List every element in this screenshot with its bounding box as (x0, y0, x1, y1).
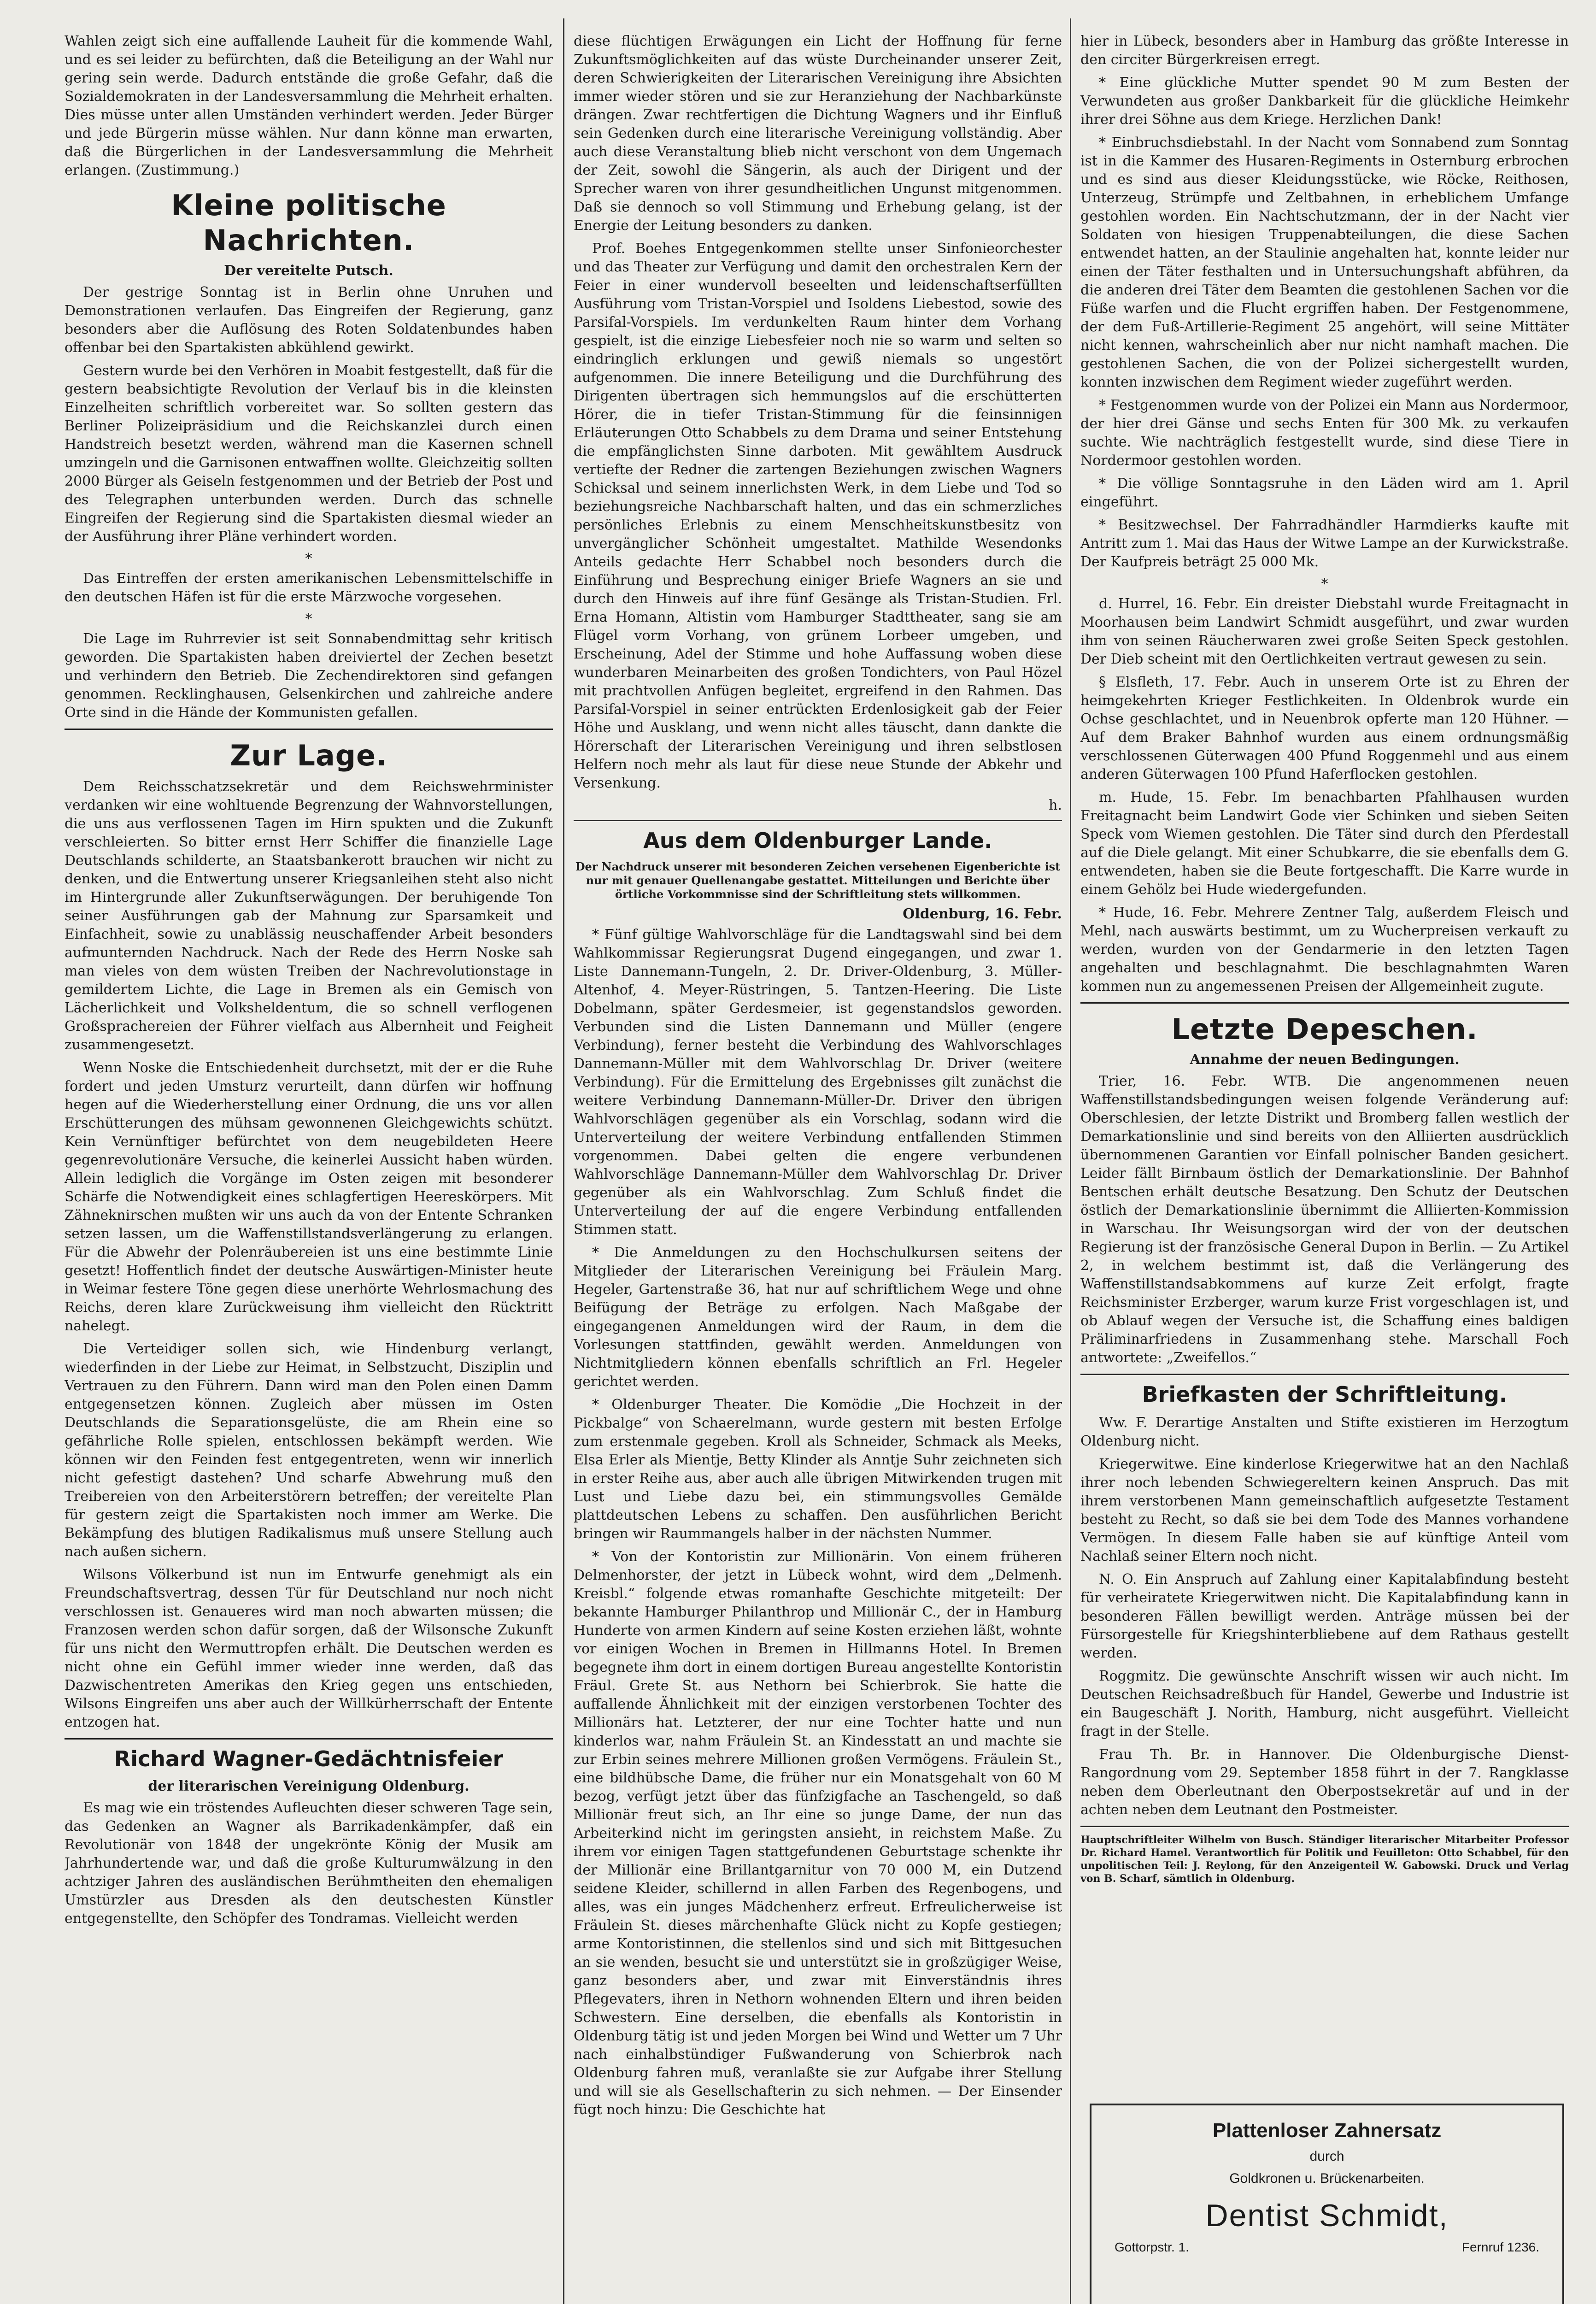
author-signature: h. (1049, 797, 1062, 813)
article-text: Wahlen zeigt sich eine auffallende Lauheit für die kommende Wahl, und es sei leider zu befürchten, daß die Beteiligung an der Wahl nur gering sein werde. Dadurch entstände die große Gefahr, daß die Sozialdemokraten in der Landesversammlung die Mehrheit erhalten. Dies müsse unter allen Umständen verhindert werden. Jeder Bürger und jede Bürgerin müsse wählen. Nur dann könne man erwarten, daß die Bürgerlichen in der Landesversammlung die Mehrheit erlangen. (Zustimmung.) (65, 33, 553, 178)
article-text: * Eine glückliche Mutter spendet 90 M zum Besten der Verwundeten aus großer Dankbarkeit für die glückliche Heimkehr ihrer drei Söhne aus dem Kriege. Herzlichen Dank! (1080, 75, 1569, 128)
section-heading: Kleine politische Nachrichten. (171, 188, 446, 257)
article-text: Prof. Boehes Entgegenkommen stellte unser Sinfonieorchester und das Theater zur Verfügung und damit den orchestralen Kern der Feier in einer wundervoll beseelten und leidenschaftserfüllten Ausführung vom Tristan-Vorspiel und Isoldens Liebestod, sowie des Parsifal-Vorspiels. Im verdunkelten Raum hinter dem Vorhang gespielt, ist die einzige Liebesfeier noch nie so warm und selten so eindringlich erklungen und gewiß niemals so ungestört aufgenommen. Die innere Beteiligung und die Durchführung des Dirigenten übertragen sich hemmungslos auf die erschütterten Hörer, die in tiefer Tristan-Stimmung für die feinsinnigen Erläuterungen Otto Schabbels zu dem Drama und seiner Entstehung die empfänglichsten Sinne darboten. Mit gewähltem Ausdruck vertiefte der Redner die zartengen Beziehungen zwischen Wagners Schicksal und seinem innerlichsten Werk, in dem Liebe und Tod so beziehungsreiche Nachbarschaft halten, und das ein schmerzliches persönliches Erlebnis zu einem Menschheitskunstbesitz von unvergänglicher Schönheit umgestaltet. Mathilde Wesendonks Anteils gedachte Herr Schabbel noch besonders durch die Einführung und Besprechung einiger Briefe Wagners an sie und durch den Hinweis auf ihre fünf Gesänge als Tristan-Studien. Frl. Erna Homann, Altistin vom Hamburger Stadttheater, sang sie am Flügel vorm Vorhang, von grünem Lorbeer umgeben, und Erscheinung, Adel der Stimme und hohe Auffassung woben diese wunderbaren Meinarbeiten des großen Tondichters, von Paul Hözel mit prachtvollen Anfügen begleitet, ergreifend in den Rahmen. Das Parsifal-Vorspiel in seiner entrückten Erdenlosigkeit gab der Feier Höhe und Ausklang, und wenn nicht alles täuscht, dann dankte die Hörerschaft der Literarischen Vereinigung und ihren selbstlosen Helfern noch mehr als laut für diese neue Stunde der Abkehr und Versenkung. (574, 241, 1062, 791)
article-subheading: Annahme der neuen Bedingungen. (1190, 1052, 1460, 1068)
article-text: hier in Lübeck, besonders aber in Hamburg das größte Interesse in den circiter Bürgerkreisen erregt. (1080, 33, 1569, 68)
divider (1080, 1374, 1569, 1375)
column-rule (1070, 18, 1071, 2304)
article-text: Es mag wie ein tröstendes Aufleuchten dieser schweren Tage sein, das Gedenken an Wagner als Barrikadenkämpfer, daß ein Revolutionär von 1848 der ungekrönte König der Musik am Jahrhundertende war, und daß die große Kulturumwälzung in den achtziger Jahren des ausländischen Berühmtheiten den ehemaligen Umstürzler aus Dresden als den deutschesten Künstler entgegenstellte, den Schöpfer des Tondramas. Vielleicht werden (65, 1800, 553, 1927)
ad-footer (1091, 2233, 1562, 2255)
divider (65, 729, 553, 730)
ad-address: Gottorpstr. 1. (1115, 2240, 1189, 2254)
article-text: * Einbruchsdiebstahl. In der Nacht vom Sonnabend zum Sonntag ist in die Kammer des Husaren-Regiments in Osternburg erbrochen und es sind aus dieser Kleidungsstücke, wie Röcke, Reithosen, Unterzeug, Strümpfe und Zeltbahnen, in erheblichem Umfange gestohlen worden. Ein Nachtschutzmann, der in der Nacht vier Soldaten von hiesigen Truppenabteilungen, die diese Sachen entwendet hatten, an der Staulinie angehalten hat, konnte leider nur einen der Täter festhalten und in Untersuchungshaft abführen, da die anderen drei Täter dem Beamten die gestohlenen Sachen vor die Füße warfen und die Flucht ergriffen haben. Der Festgenommene, der dem Fuß-Artillerie-Regiment 25 angehört, will seine Mittäter nicht kennen, wahrscheinlich aber nur nicht namhaft machen. Die gestohlenen Sachen, die von der Polizei sichergestellt wurden, konnten inzwischen dem Regiment wieder zugeführt werden. (1080, 135, 1569, 390)
section-heading: Aus dem Oldenburger Lande. (643, 828, 992, 853)
article-text: Kriegerwitwe. Eine kinderlose Kriegerwitwe hat an den Nachlaß ihrer noch lebenden Schwiegereltern keinen Anspruch. Das mit ihrem verstorbenen Mann gemeinschaftlich aufgesetzte Testament besteht zu Recht, so daß sie bei dem Tode des Mannes vorhandene Vermögen. In diesem Falle haben sie auf künftige Anteil vom Nachlaß seiner Eltern noch nicht. (1080, 1456, 1569, 1564)
article-text: Frau Th. Br. in Hannover. Die Oldenburgische Dienst-Rangordnung vom 29. September 1858 führt in der 7. Rangklasse neben dem Oberleutnant den Oberpostsekretär auf und in der achten neben dem Leutnant den Postmeister. (1080, 1746, 1569, 1818)
section-heading: Briefkasten der Schriftleitung. (1142, 1382, 1508, 1407)
column-3 (1080, 32, 1569, 2304)
ad-business-name: Dentist Schmidt, (1205, 2198, 1449, 2233)
article-text: Gestern wurde bei den Verhören in Moabit festgestellt, daß für die gestern beabsichtigte Revolution der Verlauf bis in die kleinsten Einzelheiten schriftlich vorbereitet war. So sollten gestern das Berliner Polizeipräsidium und die Reichskanzlei durch einen Handstreich besetzt werden, während man die Kasernen schnell umzingeln und die Garnisonen entwaffnen wollte. Gleichzeitig sollten 2000 Bürger als Geiseln festgenommen und der Betrieb der Post und des Telegraphen unterbunden werden. Durch das schnelle Eingreifen der Regierung sind die Spartakisten diesmal wieder an der Ausführung ihrer Pläne verhindert worden. (65, 363, 553, 545)
separator-asterisk: * (305, 611, 312, 627)
section-heading: Letzte Depeschen. (1171, 1012, 1478, 1046)
article-text: Wilsons Völkerbund ist nun im Entwurfe genehmigt als ein Freundschaftsvertrag, dessen Tür für Deutschland nur noch nicht verschlossen ist. Genaueres wird man noch abwarten müssen; die Franzosen werden schon dafür sorgen, daß der Wilsonsche Zukunft für uns nicht den Wermuttropfen erhält. Die Deutschen werden es nicht ohne ein Gefühl immer wieder inne werden, daß das Dazwischentreten Amerikas den Krieg gegen uns entschieden, Wilsons Eingreifen uns aber auch der Willkürherrschaft der Entente entzogen hat. (65, 1567, 553, 1730)
section-heading: Zur Lage. (230, 739, 387, 772)
article-text: * Oldenburger Theater. Die Komödie „Die Hochzeit in der Pickbalge“ von Schaerelmann, wurde gestern mit besten Erfolge zum erstenmale gegeben. Kroll als Schneider, Schmack als Meeks, Elsa Erler als Mientje, Betty Klinder als Anntje Suhr zeichneten sich in erster Reihe aus, aber auch alle übrigen Mitwirkenden trugen mit Lust und Liebe dazu bei, ein stimmungsvolles Gemälde plattdeutschen Lebens zu schaffen. Den ausführlichen Bericht bringen wir Raummangels halber in der nächsten Nummer. (574, 1397, 1062, 1542)
separator-asterisk: * (1321, 576, 1328, 592)
article-text: * Festgenommen wurde von der Polizei ein Mann aus Nordermoor, der hier drei Gänse und sechs Enten für 300 Mk. zu verkaufen suchte. Wie nachträglich festgestellt wurde, sind diese Tiere in Nordermoor gestohlen worden. (1080, 397, 1569, 469)
column-2 (574, 32, 1062, 2304)
article-text: Die Lage im Ruhrrevier ist seit Sonnabendmittag sehr kritisch geworden. Die Spartakisten haben dreiviertel der Zechen besetzt und verhindern den Betrieb. Die Zechendirektoren sind gefangen genommen. Recklinghausen, Gelsenkirchen und zahlreiche andere Orte sind in die Hände der Kommunisten gefallen. (65, 631, 553, 721)
article-text: Die Verteidiger sollen sich, wie Hindenburg verlangt, wiederfinden in der Liebe zur Heimat, in Selbstzucht, Disziplin und Vertrauen zu den Führern. Dann wird man den Polen einen Damm entgegensetzen können. Zugleich aber müssen im Osten Deutschlands die Separationsgelüste, die am Rhein eine so gefährliche Rolle spielen, entschlossen bekämpft werden. Wie können wir den Feinden fest entgegentreten, wenn wir innerlich nicht gefestigt dastehen? Und scharfe Abwehrung muß den Treibereien von den Arbeiterstörern betreffen; der vereitelte Plan für gestern zeigt die Spartakisten noch immer am Werke. Die Bekämpfung des blutigen Radikalismus muß unsere Stellung auch nach außen sichern. (65, 1341, 553, 1560)
article-text: * Von der Kontoristin zur Millionärin. Von einem früheren Delmenhorster, der jetzt in Lübeck wohnt, wird dem „Delmenh. Kreisbl.“ folgende etwas romanhafte Geschichte mitgeteilt: Der bekannte Hamburger Philanthrop und Millionär C., der in Hamburg Hunderte von armen Kindern auf seine Kosten erziehen läßt, wohnte vor einigen Wochen in Bremen in Hillmanns Hotel. In Bremen begegnete ihm dort in einem dortigen Bureau angestellte Kontoristin Fräul. Grete St. aus Nethorn bei Schierbrok. Sie hatte die auffallende Ähnlichkeit mit der einzigen verstorbenen Tochter des Millionärs hat. Letzterer, der nur eine Tochter hatte und nun kinderlos war, nahm Fräulein St. an Kindesstatt an und machte sie zur Erbin seines mehrere Millionen großen Vermögens. Fräulein St., eine bildhübsche Dame, die früher nur ein Monatsgehalt von 60 M bezog, verfügt jetzt über das fünfzigfache an Taschengeld, so daß Millionär freut sich, an Ihr eine so junge Dame, der nun das Arbeiterkind nicht im geringsten ansieht, in reichstem Maße. Zu ihrem vor einigen Tagen stattgefundenen Geburtstage schenkte ihr der Millionär eine Brillantgarnitur von 70 000 M, ein Dutzend seidene Kleider, schillernd in allen Farben des Regenbogens, und alles, was ein junges Mädchenherz erfreut. Erfreulicherweise ist Fräulein St. dieses märchenhafte Glück nicht zu Kopfe gestiegen; arme Kontoristinnen, die stellenlos sind und sich mit Bittgesuchen an sie wenden, besucht sie und unterstützt sie in großzügiger Weise, ganz besonders aber, und zwar mit Einverständnis ihres Pflegevaters, ihren in Nethorn wohnenden Eltern und ihren beiden Schwestern. Eine derselben, die ebenfalls als Kontoristin in Oldenburg tätig ist und jeden Morgen bei Wind und Wetter um 7 Uhr nach einhalbstündiger Fußwanderung von Schierbrok nach Oldenburg fahren muß, veranlaßte sie zur Aufgabe ihrer Stellung und will sie als Gesellschafterin zu sich nehmen. — Der Einsender fügt noch hinzu: Die Geschichte hat (574, 1549, 1062, 2118)
article-subheading: der literarischen Vereinigung Oldenburg. (148, 1778, 469, 1794)
article-text: § Elsfleth, 17. Febr. Auch in unserem Orte ist zu Ehren der heimgekehrten Krieger Festlichkeiten. In Oldenbrok wurde ein Ochse geschlachtet, und in Neuenbrok opferte man 120 Hühner. — Auf dem Braker Bahnhof wurden aus einem ordnungsmäßig verschlossenen Güterwagen 400 Pfund Roggenmehl und aus einem anderen Güterwagen 100 Pfund Haferflocken gestohlen. (1080, 674, 1569, 782)
advertisement-box (1090, 2104, 1564, 2304)
imprint: Hauptschriftleiter Wilhelm von Busch. Ständiger literarischer Mitarbeiter Professor Dr. Richard Hamel. Verantwortlich für Politik und Feuilleton: Otto Schabbel, für den unpolitischen Teil: J. Reylong, für den Anzeigenteil W. Gabowski. Druck und Verlag von B. Scharf, sämtlich in Oldenburg. (1080, 1834, 1569, 1885)
article-text: Roggmitz. Die gewünschte Anschrift wissen wir auch nicht. Im Deutschen Reichsadreßbuch für Handel, Gewerbe und Industrie ist ein Baugeschäft J. Norith, Hamburg, nicht ausgeführt. Vielleicht fragt in der Stelle. (1080, 1668, 1569, 1740)
divider (1080, 1002, 1569, 1004)
ad-phone: Fernruf 1236. (1461, 2240, 1539, 2254)
section-heading: Richard Wagner-Gedächtnisfeier (114, 1746, 504, 1771)
article-text: d. Hurrel, 16. Febr. Ein dreister Diebstahl wurde Freitagnacht in Moorhausen beim Landwirt Schmidt ausgeführt, und zwar wurden ihm von seinen Räucherwaren zwei große Seiten Speck gestohlen. Der Dieb scheint mit den Oertlichkeiten vertraut gewesen zu sein. (1080, 596, 1569, 667)
article-text: * Die Anmeldungen zu den Hochschulkursen seitens der Mitglieder der Literarischen Vereinigung bei Fräulein Marg. Hegeler, Gartenstraße 36, hat nur auf schriftlichem Wege und ohne Beifügung der Beträge zu erfolgen. Nach Maßgabe der eingegangenen Anmeldungen wird der Raum, in dem die Vorlesungen stattfinden, gewählt werden. Anmeldungen von Nichtmitgliedern können ebenfalls schriftlich an Frl. Hegeler gerichtet werden. (574, 1245, 1062, 1390)
ad-title: Plattenloser Zahnersatz (1212, 2119, 1442, 2142)
article-text: N. O. Ein Anspruch auf Zahlung einer Kapitalabfindung besteht für verheiratete Kriegerwitwen nicht. Die Kapitalabfindung kann in besonderen Fällen bewilligt werden. Anträge müssen bei der Fürsorgestelle für Kriegshinterbliebene auf dem Rathaus gestellt werden. (1080, 1571, 1569, 1661)
article-text: Ww. F. Derartige Anstalten und Stifte existieren im Herzogtum Oldenburg nicht. (1080, 1415, 1569, 1449)
article-text: * Fünf gültige Wahlvorschläge für die Landtagswahl sind bei dem Wahlkommissar Regierungsrat Dugend eingegangen, und zwar 1. Liste Dannemann-Tungeln, 2. Dr. Driver-Oldenburg, 3. Müller-Altenhof, 4. Meyer-Rüstringen, 5. Tantzen-Heering. Die Liste Dobelmann, später Gerdesmeier, ist gegenstandslos geworden. Verbunden sind die Listen Dannemann und Müller (engere Verbindung), ferner besteht die Verbindung des Wahlvorschlages Dannemann-Müller mit dem Wahlvorschlag Dr. Driver (weitere Verbindung). Für die Ermittelung des Ergebnisses gilt zunächst die weitere Verbindung Dannemann-Müller-Dr. Driver den übrigen Wahlvorschlägen gegenüber als ein Vorschlag, sodann wird die Unterverteilung der weitere Verbindung entfallenden Stimmen vorgenommen. Dabei gelten die engere verbundenen Wahlvorschläge Dannemann-Müller dem Wahlvorschlag Dr. Driver gegenüber als ein Wahlvorschlag. Zum Schluß findet die Unterverteilung der auf die engere Verbindung entfallenden Stimmen statt. (574, 927, 1062, 1238)
reprint-notice: Der Nachdruck unserer mit besonderen Zeichen versehenen Eigenberichte ist nur mit genauer Quellenangabe gestattet. Mitteilungen und Berichte über örtliche Vorkommnisse sind der Schriftleitung stets willkommen. (575, 860, 1061, 901)
article-text: * Hude, 16. Febr. Mehrere Zentner Talg, außerdem Fleisch und Mehl, nach auswärts bestimmt, um zu Wucherpreisen verkauft zu werden, wurden von der Gendarmerie in den letzten Tagen angehalten und beschlagnahmt. Die beschlagnahmten Waren kommen nun zu angemessenen Preisen der Allgemeinheit zugute. (1080, 905, 1569, 994)
column-1 (65, 32, 553, 2304)
article-text: * Die völlige Sonntagsruhe in den Läden wird am 1. April eingeführt. (1080, 476, 1569, 510)
dateline: Oldenburg, 16. Febr. (903, 906, 1062, 922)
separator-asterisk: * (305, 551, 312, 567)
article-text: Das Eintreffen der ersten amerikanischen Lebensmittelschiffe in den deutschen Häfen ist für die erste Märzwoche vorgesehen. (65, 570, 553, 605)
article-text: Der gestrige Sonntag ist in Berlin ohne Unruhen und Demonstrationen verlaufen. Das Eingreifen der Regierung, ganz besonders aber die Auflösung des Roten Soldatenbundes haben offenbar bei den Spartakisten abkühlend gewirkt. (65, 284, 553, 356)
article-text: diese flüchtigen Erwägungen ein Licht der Hoffnung für ferne Zukunftsmöglichkeiten auf das wüste Durcheinander unserer Zeit, deren Schwierigkeiten der Literarischen Vereinigung ihre Absichten immer wieder stören und sie zur Heranziehung der Nachbarkünste drängen. Zwar rechtfertigen die Dichtung Wagners und ihr Einfluß sein Gedenken durch eine literarische Vereinigung vollständig. Aber auch diese Veranstaltung blieb nicht verschont von dem Ungemach der Zeit, sowohl die Sängerin, als auch der Dirigent und der Sprecher waren von ihrer gesundheitlichen Ungunst mitgenommen. Daß sie dennoch so voll Stimmung und Erhebung gelang, ist der Energie der Leitung besonders zu danken. (574, 33, 1062, 234)
divider (1080, 1826, 1569, 1827)
article-text: Trier, 16. Febr. WTB. Die angenommenen neuen Waffenstillstandsbedingungen weisen folgende Veränderung auf: Oberschlesien, der letzte Distrikt und Bromberg fallen westlich der Demarkationslinie und sind bereits von den Alliierten ausdrücklich übernommenen Garantien vor Einfall polnischer Banden gesichert. Leider fällt Birnbaum östlich der Demarkationslinie. Der Bahnhof Bentschen erhält deutsche Besatzung. Den Schutz der Deutschen östlich der Demarkationslinie übernimmt die Alliierten-Kommission in Warschau. Ihr Weisungsorgan wird der von der deutschen Regierung ist der französische General Dupon in Berlin. — Zu Artikel 2, in welchem bestimmt ist, daß die Verlängerung des Waffenstillstandsabkommens auf kurze Zeit erfolgt, fragte Reichsminister Erzberger, warum kurze Frist vorgeschlagen ist, und ob Ablauf wegen der Versuche ist, die Schaffung eines baldigen Präliminarfriedens in Zusammenhang stehe. Marschall Foch antwortete: „Zweifellos.“ (1080, 1073, 1569, 1366)
ad-text: durch (1309, 2149, 1344, 2164)
ad-text: Goldkronen u. Brückenarbeiten. (1229, 2171, 1425, 2186)
divider (65, 1738, 553, 1740)
divider (574, 820, 1062, 821)
article-text: Wenn Noske die Entschiedenheit durchsetzt, mit der er die Ruhe fordert und jeden Umsturz verurteilt, dann dürfen wir hoffnung hegen auf die Wiederherstellung einer Ordnung, die uns vor allen Erschütterungen des mühsam gewonnenen Gleichgewichts schützt. Kein Vernünftiger befürchtet von dem neugebildeten Heere gegenrevolutionäre Versuche, die keinerlei Aussicht haben würden. Allein lediglich die Vorgänge im Osten zeigen mit besonderer Schärfe die Notwendigkeit eines schlagfertigen Heereskörpers. Mit Zähneknirschen mußten wir uns auch da von der Entente Schranken setzen lassen, um die Waffenstillstandsverlängerung zu erlangen. Für die Abwehr der Polenräubereien ist uns eine bestimmte Linie gesetzt! Hoffentlich findet der deutsche Auswärtigen-Minister heute in Weimar festere Töne gegen diese unerhörte Wehrlosmachung des Reichs, deren klare Zurückweisung ihm vielleicht den Rücktritt nahelegt. (65, 1060, 553, 1334)
article-text: m. Hude, 15. Febr. Im benachbarten Pfahlhausen wurden Freitagnacht beim Landwirt Gode vier Schinken und sieben Seiten Speck vom Wiemen gestohlen. Die Täter sind durch den Pferdestall auf die Diele gelangt. Mit einer Schubkarre, die sie ebenfalls dem G. entwendeten, haben sie die Beute fortgeschafft. Die Karre wurde in einem Gehölz bei Hude wiedergefunden. (1080, 789, 1569, 898)
article-text: Dem Reichsschatzsekretär und dem Reichswehrminister verdanken wir eine wohltuende Begrenzung der Wahnvorstellungen, die uns aus verflossenen Tagen im Hirn spukten und die Zukunft verschleierten. So bitter ernst Herr Schiffer die finanzielle Lage Deutschlands schilderte, an Staatsbankerott brauchen wir nicht zu denken, und die Entwertung unserer Kriegsanleihen steht also nicht im Hintergrunde aller Zukunftserwägungen. Der beruhigende Ton seiner Ausführungen gab der Mahnung zur Sparsamkeit und Einfachheit, sowie zu unablässig neuschaffender Arbeit besonders aufmunternden Nachdruck. Nach der Rede des Herrn Noske sah man vieles von dem wüsten Treiben der Nachrevolutionstage in gemildertem Lichte, die Lage in Bremen als ein Gemisch von Lächerlichkeit und Volksheldentum, die so schnell verflogenen Großsprachereien der Führer vielfach aus Albernheit und Feigheit zusammengesetzt. (65, 779, 553, 1053)
column-rule (563, 18, 564, 2304)
article-text: * Besitzwechsel. Der Fahrradhändler Harmdierks kaufte mit Antritt zum 1. Mai das Haus der Witwe Lampe an der Kurwickstraße. Der Kaufpreis beträgt 25 000 Mk. (1080, 517, 1569, 570)
article-subheading: Der vereitelte Putsch. (224, 263, 393, 279)
